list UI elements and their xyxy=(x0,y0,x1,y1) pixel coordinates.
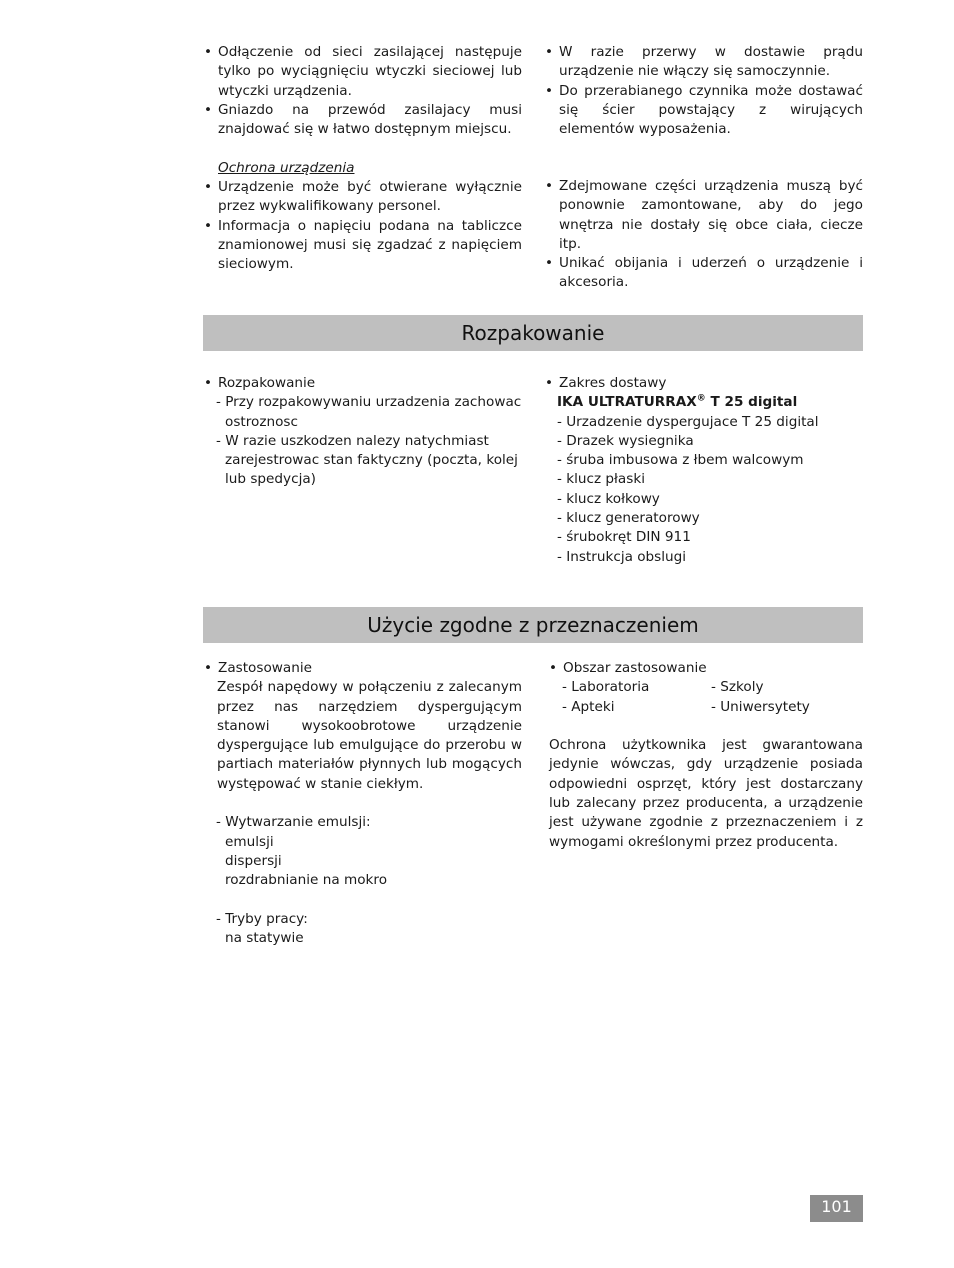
list-item: • Odłączenie od sieci zasilającej następuje tylko po wyciągnięciu wtyczki sieciowej lub wtyczki urządzenia. xyxy=(204,44,522,99)
bullet: • xyxy=(545,178,554,194)
bullet: • xyxy=(545,82,554,99)
group-title: - Tryby pracy: xyxy=(216,910,308,927)
application-left-column xyxy=(204,659,522,948)
delivery-scope-column xyxy=(545,374,863,567)
list-item: - Przy rozpakowywaniu urzadzenia zachowac ostroznosc xyxy=(216,394,522,430)
bullet: • xyxy=(204,44,213,60)
bullet: • xyxy=(204,660,213,676)
bullet: • xyxy=(204,101,213,118)
unpacking-left-column xyxy=(204,374,522,490)
application-area-column xyxy=(549,659,863,852)
list-item: - Urzadzenie dyspergujace T 25 digital xyxy=(557,413,819,430)
bullet: • xyxy=(204,179,213,196)
bullet: • xyxy=(545,255,554,272)
product-name: IKA ULTRATURRAX® T 25 digital xyxy=(557,393,798,411)
application-paragraph: Zespół napędowy w połączeniu z zalecanym przez nas narzędziem dyspergującym stanowi wysokoobrotowe urządzenie dyspergujące lub emulgujące do przerobu w partiach materiałów płynnych lub mogących występować w stanie ciekłym. xyxy=(217,679,522,792)
list-item: - klucz generatorowy xyxy=(557,510,700,527)
list-item: - klucz płaski xyxy=(557,471,645,488)
list-item: - śruba imbusowa z łbem walcowym xyxy=(557,452,804,469)
list-item: - klucz kołkowy xyxy=(557,490,660,507)
list-item: na statywie xyxy=(225,930,304,947)
application-area-grid xyxy=(549,678,863,717)
grid-cell: - Laboratoria xyxy=(562,679,650,696)
grid-cell: - Uniwersytety xyxy=(711,698,810,715)
bullet: • xyxy=(545,44,554,60)
list-item: - Drazek wysiegnika xyxy=(557,432,694,449)
list-item: • W razie przerwy w dostawie prądu urządzenie nie włączy się samoczynnie. xyxy=(545,44,863,80)
list-item: • Informacja o napięciu podana na tabliczce znamionowej musi się zgadzać z napięciem sieciowym. xyxy=(204,217,522,273)
grid-cell: - Szkoly xyxy=(711,679,764,696)
bullet: • xyxy=(204,375,213,391)
list-item: - śrubokręt DIN 911 xyxy=(557,529,691,546)
list-item: • Rozpakowanie xyxy=(204,374,522,393)
list-item: • Obszar zastosowanie xyxy=(549,659,863,678)
subheading-device-protection: Ochrona urządzenia xyxy=(218,159,355,176)
grid-cell: - Apteki xyxy=(562,698,615,715)
bullet: • xyxy=(549,660,558,676)
list-item: • Urządzenie może być otwierane wyłącznie przez wykwalifikowany personel. xyxy=(204,179,522,215)
section-banner-unpacking: Rozpakowanie xyxy=(203,315,863,351)
list-item: - Instrukcja obslugi xyxy=(557,548,687,565)
list-item: • Zastosowanie xyxy=(204,659,522,678)
list-item: - W razie uszkodzen nalezy natychmiast zarejestrowac stan faktyczny (poczta, kolej lub spedycja) xyxy=(216,432,518,488)
list-item: • Zakres dostawy xyxy=(545,374,863,393)
page-number: 101 xyxy=(810,1195,863,1222)
list-item: • Do przerabianego czynnika może dostawać się ścier powstający z wirujących elementów wyposażenia. xyxy=(545,82,863,138)
bullet: • xyxy=(545,375,554,391)
user-protection-paragraph: Ochrona użytkownika jest gwarantowana jedynie wówczas, gdy urządzenie posiada odpowiedni osprzęt, który jest dostarczany lub zalecany przez producenta, a urządzenie jest używane zgodnie z przeznaczeniem i z wymogami określonymi przez producenta. xyxy=(549,737,863,850)
list-item: • Unikać obijania i uderzeń o urządzenie i akcesoria. xyxy=(545,255,863,291)
list-item: emulsji xyxy=(225,833,274,850)
bullet: • xyxy=(204,217,213,234)
list-item: • Gniazdo na przewód zasilajacy musi znajdować się w łatwo dostępnym miejscu. xyxy=(204,101,522,138)
safety-right-column-2 xyxy=(545,177,863,293)
safety-left-column xyxy=(204,43,522,275)
list-item: dispersji xyxy=(225,852,282,869)
safety-right-column xyxy=(545,43,863,139)
list-item: rozdrabnianie na mokro xyxy=(225,872,388,889)
list-item: • Zdejmowane części urządzenia muszą być ponownie zamontowane, aby do jego wnętrza nie dostały się obce ciała, ciecze itp. xyxy=(545,178,863,252)
section-banner-intended-use: Użycie zgodne z przeznaczeniem xyxy=(203,607,863,643)
group-title: - Wytwarzanie emulsji: xyxy=(216,814,371,831)
